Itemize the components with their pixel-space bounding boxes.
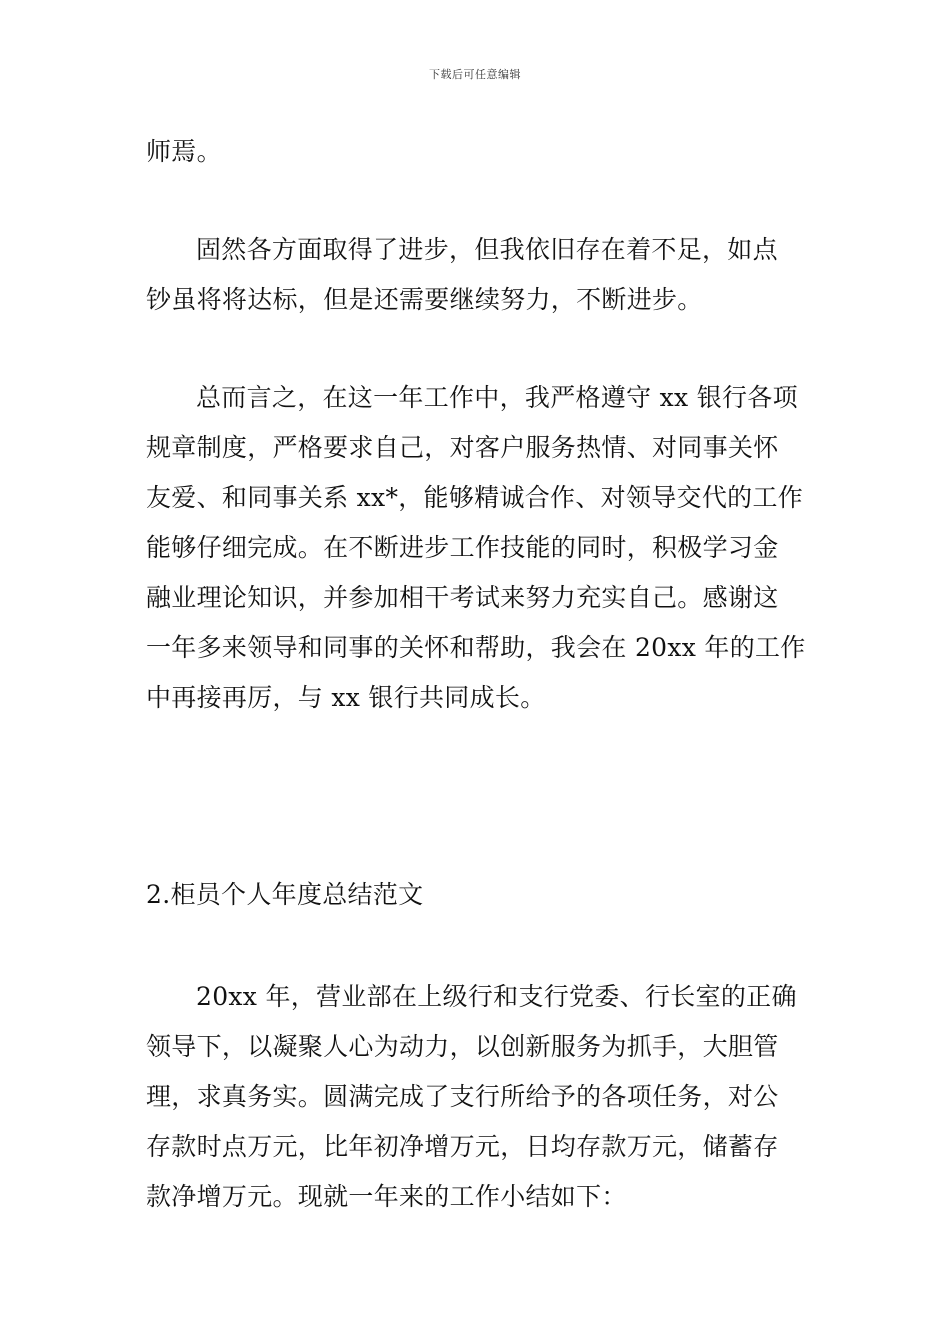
text-line: 20xx 年，营业部在上级行和支行党委、行长室的正确 [196, 982, 797, 1011]
text-line: 一年多来领导和同事的关怀和帮助，我会在 20xx 年的工作 [146, 633, 806, 662]
header-note: 下载后可任意编辑 [429, 68, 521, 81]
text-line: 存款时点万元，比年初净增万元，日均存款万元，储蓄存 [146, 1132, 779, 1161]
text-line: 领导下，以凝聚人心为动力，以创新服务为抓手，大胆管 [146, 1032, 779, 1061]
text-line: 固然各方面取得了进步，但我依旧存在着不足，如点 [196, 235, 778, 264]
text-line: 师焉。 [146, 137, 222, 166]
text-line: 融业理论知识，并参加相干考试来努力充实自己。感谢这 [146, 583, 779, 612]
text-line: 能够仔细完成。在不断进步工作技能的同时，积极学习金 [146, 533, 779, 562]
text-line: 总而言之，在这一年工作中，我严格遵守 xx 银行各项 [196, 383, 798, 412]
text-line: 友爱、和同事关系 xx*，能够精诚合作、对领导交代的工作 [146, 483, 804, 512]
section-heading: 2.柜员个人年度总结范文 [146, 880, 424, 909]
text-line: 钞虽将将达标，但是还需要继续努力，不断进步。 [146, 285, 703, 314]
text-line: 规章制度，严格要求自己，对客户服务热情、对同事关怀 [146, 433, 779, 462]
text-line: 款净增万元。现就一年来的工作小结如下： [146, 1182, 627, 1211]
text-line: 理，求真务实。圆满完成了支行所给予的各项任务，对公 [146, 1082, 779, 1111]
text-line: 中再接再厉，与 xx 银行共同成长。 [146, 683, 546, 712]
